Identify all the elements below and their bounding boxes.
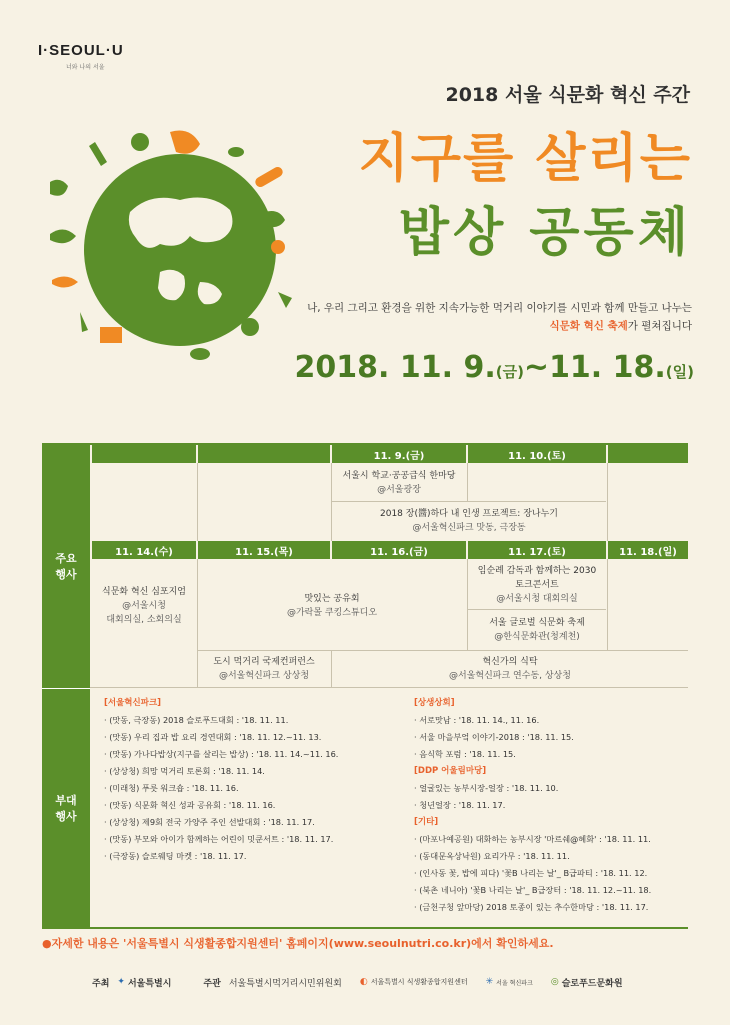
carrot-icon: [80, 312, 88, 332]
list-item: · 청년얼장 : '18. 11. 17.: [414, 800, 506, 810]
organizer-label: 주관: [203, 978, 221, 989]
day-head-nov9: 11. 9.(금): [332, 445, 466, 463]
seoul-logo: I·SEOUL·U: [38, 42, 124, 59]
organizer-nutri-center: ◐ 서울특별시 식생활종합지원센터: [359, 977, 468, 987]
event-global-food-festival: 서울 글로벌 식문화 축제 @한식문화관(청계천): [489, 618, 585, 642]
event-intl-conference: 도시 먹거리 국제컨퍼런스 @서울혁신파크 상상청: [213, 657, 315, 681]
description-rest: 가 펼쳐집니다: [627, 320, 692, 332]
list-item: · (북촌 네니아) '꽃B 나리는 날'_ B급장터 : '18. 11. 12.~11. 18.: [414, 885, 652, 895]
description-line1: 나, 우리 그리고 환경을 위한 지속가능한 먹거리 이야기를 시민과 함께 만들고 나누는: [307, 302, 692, 314]
divider: [607, 463, 608, 541]
description-highlight: 식문화 혁신 축제: [549, 320, 628, 332]
fish-icon: [52, 276, 78, 287]
poster-title-line1: 지구를 살리는: [358, 129, 692, 189]
list-item: · 음식학 포럼 : '18. 11. 15.: [414, 749, 516, 759]
divider: [197, 463, 198, 541]
list-item: · (상상청) 희망 먹거리 토론회 : '18. 11. 14.: [104, 766, 265, 776]
list-item: · (맛동, 극장동) 2018 슬로푸드대회 : '18. 11. 11.: [104, 715, 289, 725]
shrimp-icon: [170, 131, 200, 154]
sub-group-head: [DDP 어울림마당]: [414, 766, 487, 776]
day-head-nov15: 11. 15.(목): [198, 541, 330, 559]
pepper-icon: [50, 180, 68, 196]
day-head-blank2: [198, 445, 330, 463]
bread-icon: [254, 165, 285, 189]
divider: [607, 559, 608, 651]
egg-icon: [271, 240, 285, 254]
event-jang-project: 2018 장(醬)하다 내 인생 프로젝트: 장나누기 @서울혁신파크 맛동, 극장동: [380, 509, 558, 533]
day-head-nov17: 11. 17.(토): [468, 541, 606, 559]
leaf-icon: [278, 292, 292, 308]
logo-tagline: 너와 나의 서울: [66, 64, 105, 71]
divider: [331, 463, 332, 541]
sub-events-right: [414, 695, 686, 916]
sponsors-row: [92, 970, 692, 994]
event-talk-concert: 임순례 감독과 함께하는 2030 토크콘서트 @서울시청 대회의실: [477, 566, 597, 604]
day-head-nov10: 11. 10.(토): [468, 445, 606, 463]
event-sharing-meeting: 맛있는 공유회 @가락몰 쿠킹스튜디오: [286, 594, 378, 618]
organizer-innovation-park: ✳ 서울 혁신파크: [485, 977, 533, 987]
list-item: · (극장동) 슬로웨딩 마켓 : '18. 11. 17.: [104, 851, 247, 861]
list-item: · (동대문옥상낙원) 요리가무 : '18. 11. 11.: [414, 851, 570, 861]
event-symposium: 식문화 혁신 심포지엄 @서울시청 대회의실, 소회의실: [102, 587, 186, 625]
host-seoul: ✦ 서울특별시: [117, 977, 172, 989]
tomato-icon: [241, 318, 259, 336]
list-item: · (미래청) 푸릇 워크숍 : '18. 11. 16.: [104, 783, 239, 793]
nutri-logo-icon: ◐: [359, 977, 368, 987]
olive-icon: [228, 147, 244, 157]
list-item: · (맛동) 가나다밥상(지구를 살리는 밥상) : '18. 11. 14.~11. 16.: [104, 749, 339, 759]
event-subtitle: 2018 서울 식문화 혁신 주간: [445, 84, 690, 106]
globe-icon: [84, 154, 276, 346]
day-head-nov16: 11. 16.(금): [332, 541, 466, 559]
sub-group-head: [기타]: [414, 817, 439, 827]
divider: [332, 501, 606, 502]
organizer-slowfood: ◎ 슬로푸드문화원: [550, 977, 623, 989]
cheese-icon: [100, 327, 122, 343]
list-item: · (마포나예공원) 대화하는 농부시장 '마르쉐@혜화' : '18. 11. 11.: [414, 834, 651, 844]
divider: [90, 687, 688, 688]
list-item: · 서로맛남 : '18. 11. 14., 11. 16.: [414, 715, 540, 725]
day-head-blank1: [92, 445, 196, 463]
list-item: · (상상청) 제9회 전국 가양주 주인 선발대회 : '18. 11. 17.: [104, 817, 315, 827]
sub-group-head: [서울혁신파크]: [104, 698, 162, 708]
list-item: · (맛동) 우리 집과 밥 요리 경연대회 : '18. 11. 12.~11. 13.: [104, 732, 322, 742]
host-label: 주최: [92, 978, 110, 989]
event-date: 2018. 11. 9.(금)~11. 18.(일): [294, 350, 694, 385]
day-head-nov14: 11. 14.(수): [92, 541, 196, 559]
sub-events-label: 부대 행사: [42, 688, 90, 929]
list-item: · 서울 마을부엌 이야기-2018 : '18. 11. 15.: [414, 732, 574, 742]
slowfood-logo-icon: ◎: [550, 977, 559, 987]
divider: [467, 463, 468, 501]
day-head-blank3: [608, 445, 688, 463]
divider: [467, 559, 468, 651]
apple-icon: [131, 133, 149, 151]
description-line2: [549, 318, 692, 333]
event-school-meal: 서울시 학교·공공급식 한마당 @서울광장: [342, 471, 456, 495]
chicken-icon: [50, 229, 76, 243]
seoul-symbol-icon: ✦: [117, 977, 125, 987]
list-item: · 얼굴있는 농부시장-얼장 : '18. 11. 10.: [414, 783, 559, 793]
innovation-park-icon: ✳: [485, 977, 494, 987]
bean-icon: [190, 348, 210, 360]
poster-title-line2: 밥상 공동체: [398, 203, 692, 263]
divider: [198, 650, 688, 651]
list-item: · (금천구청 앞마당) 2018 토종이 있는 추수한마당 : '18. 11. 17.: [414, 902, 649, 912]
list-item: · (인사동 꽃, 밥에 피다) '꽃B 나리는 날'_ B급파티 : '18. 11. 12.: [414, 868, 648, 878]
organizer-committee: 서울특별시먹거리시민위원회: [228, 978, 342, 989]
sub-group-head: [상생상회]: [414, 698, 455, 708]
lobster-icon: [89, 142, 107, 166]
list-item: · (맛동) 식문화 혁신 성과 공유회 : '18. 11. 16.: [104, 800, 276, 810]
globe-food-illustration: [40, 122, 310, 372]
event-innovators-table: 혁신가의 식탁 @서울혁신파크 연수동, 상상청: [449, 657, 571, 681]
main-events-label: 주요 행사: [42, 445, 90, 688]
schedule-table: [42, 443, 688, 929]
info-note: ●자세한 내용은 '서울특별시 식생활종합지원센터' 홈페이지(www.seoulnutri.co.kr)에서 확인하세요.: [42, 937, 554, 950]
meat-icon: [265, 211, 285, 227]
divider: [197, 559, 198, 687]
divider: [331, 651, 332, 687]
sub-events-left: [104, 695, 404, 865]
divider: [468, 609, 606, 610]
day-head-nov18: 11. 18.(일): [608, 541, 688, 559]
list-item: · (맛동) 부모와 아이가 함께하는 어린이 밋쿤서트 : '18. 11. 17.: [104, 834, 334, 844]
